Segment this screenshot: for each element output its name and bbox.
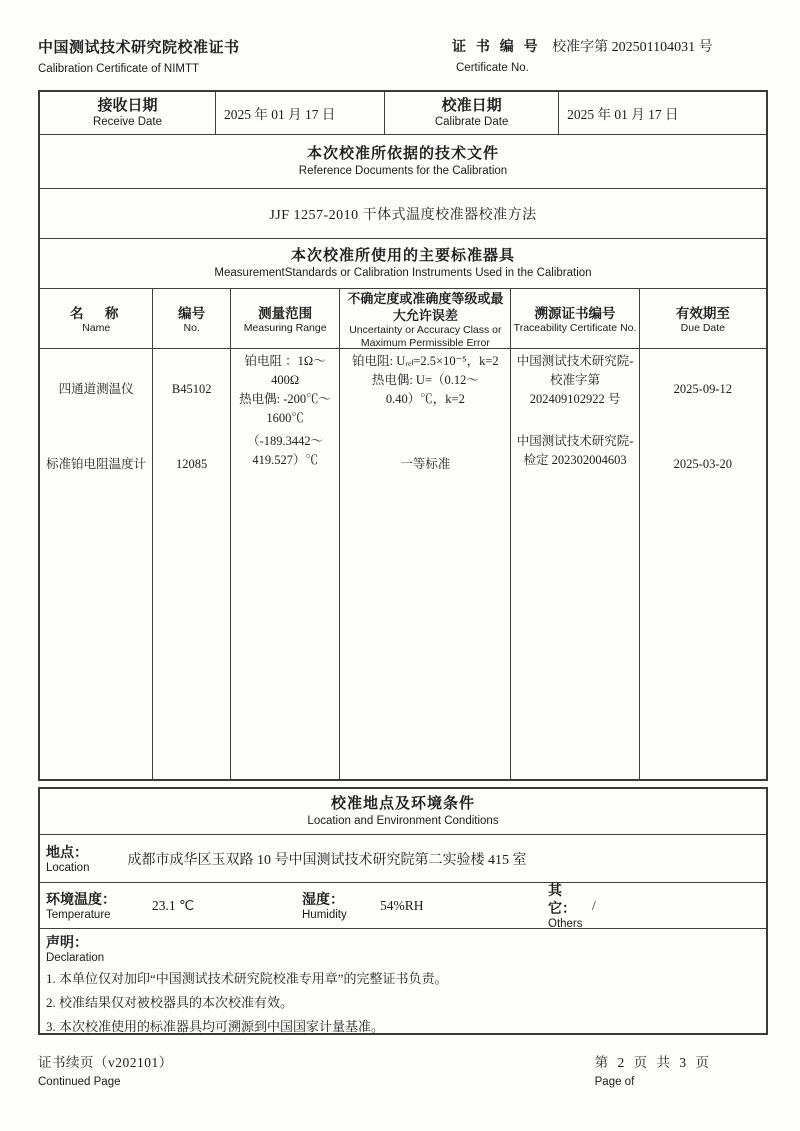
column-header-uncertainty: 不确定度或准确度等级或最大允许误差 Uncertainty or Accuracy Class or Maximum Permissible Error bbox=[340, 289, 511, 351]
location-label: 地点： Location bbox=[46, 843, 90, 874]
page-number-en: Page of bbox=[594, 1076, 635, 1088]
humidity-value: 54%RH bbox=[380, 897, 424, 913]
location-title-en: Location and Environment Conditions bbox=[307, 815, 499, 827]
environment-row bbox=[40, 883, 766, 929]
col-no bbox=[153, 349, 231, 779]
location-value: 成都市成华区玉双路 10 号中国测试技术研究院第二实验楼 415 室 bbox=[127, 852, 527, 868]
col-due-date bbox=[640, 349, 766, 779]
instrument-1-name: 四通道测温仪 bbox=[58, 381, 134, 396]
continued-page-label-cn: 证书续页（v202101） bbox=[38, 1055, 173, 1070]
calibrate-date-label-cn: 校准日期 bbox=[441, 97, 502, 114]
instrument-1-range: 铂电阻 ：1Ω～400Ω 热电偶: -200℃～1600℃ bbox=[239, 354, 332, 425]
col-uncertainty bbox=[340, 349, 511, 779]
document-footer bbox=[38, 1051, 768, 1088]
header-title-block bbox=[38, 36, 240, 75]
footer-left bbox=[38, 1051, 173, 1088]
calibrate-date-value: 2025 年 01 月 17 日 bbox=[567, 107, 679, 122]
column-header-traceability: 溯源证书编号 Traceability Certificate No. bbox=[511, 289, 639, 351]
col-range bbox=[231, 349, 340, 779]
instrument-2-traceability: 中国测试技术研究院-检定 202302004603 bbox=[516, 434, 634, 467]
footer-page-number bbox=[595, 1051, 768, 1088]
standards-table-header bbox=[40, 289, 766, 349]
instrument-1-due-date: 2025-09-12 bbox=[673, 381, 732, 396]
standards-title-cn: 本次校准所使用的主要标准器具 bbox=[290, 247, 515, 264]
page-number-cn: 第 2 页 共 3 页 bbox=[594, 1055, 712, 1070]
declaration-label: 声明： Declaration bbox=[46, 934, 105, 964]
page-title-en: Calibration Certificate of NIMTT bbox=[38, 63, 200, 75]
instrument-2-no: 12085 bbox=[176, 456, 208, 471]
declaration-items bbox=[46, 967, 758, 1039]
temperature-label: 环境温度： Temperature bbox=[46, 890, 116, 921]
certificate-number-value: 校准字第 202501104031 号 bbox=[552, 40, 713, 55]
reference-title-en: Reference Documents for the Calibration bbox=[298, 165, 508, 177]
temperature-value: 23.1 ℃ bbox=[152, 897, 195, 913]
instrument-2-uncertainty: 一等标准 bbox=[400, 456, 451, 471]
column-header-measuring-range: 测量范围 Measuring Range bbox=[231, 289, 340, 351]
others-value: / bbox=[592, 897, 596, 913]
humidity-label: 湿度： Humidity bbox=[302, 890, 347, 921]
reference-document: JJF 1257-2010 干体式温度校准器校准方法 bbox=[40, 189, 766, 239]
standards-title-en: MeasurementStandards or Calibration Instruments Used in the Calibration bbox=[214, 267, 592, 279]
receive-date-label bbox=[40, 92, 216, 134]
location-row bbox=[40, 835, 766, 883]
instrument-2-range: （-189.3442～419.527）℃ bbox=[247, 434, 324, 467]
instrument-1-uncertainty: 铂电阻: Uᵣₑₗ=2.5×10⁻⁵，k=2 热电偶: U=（0.12～0.40）℃，k=2 bbox=[352, 354, 499, 406]
column-header-no: 编号 No. bbox=[153, 289, 231, 351]
continued-page-label-en: Continued Page bbox=[38, 1076, 121, 1088]
reference-title-cn: 本次校准所依据的技术文件 bbox=[306, 145, 499, 162]
declaration-item-3: 3. 本次校准使用的标准器具均可溯源到中国国家计量基准。 bbox=[46, 1019, 385, 1034]
calibrate-date-label-en: Calibrate Date bbox=[434, 116, 509, 128]
calibrate-date-label bbox=[385, 92, 559, 134]
declaration-section bbox=[40, 929, 766, 1033]
page-title: 中国测试技术研究院校准证书 bbox=[38, 39, 240, 56]
location-section-title bbox=[40, 789, 766, 835]
standards-table-body bbox=[40, 349, 766, 779]
calibration-main-table bbox=[38, 90, 768, 781]
certificate-number-label: 证 书 编 号 bbox=[452, 38, 541, 54]
column-header-due-date: 有效期至 Due Date bbox=[675, 306, 730, 334]
certificate-number-line bbox=[452, 36, 770, 56]
receive-date-label-en: Receive Date bbox=[92, 116, 163, 128]
document-header bbox=[38, 36, 770, 82]
dates-row bbox=[40, 92, 766, 135]
certificate-number-label-en: Certificate No. bbox=[456, 62, 529, 74]
receive-date-label-cn: 接收日期 bbox=[97, 97, 158, 114]
col-traceability bbox=[511, 349, 639, 779]
instrument-1-no: B45102 bbox=[171, 381, 212, 396]
instrument-2-due-date: 2025-03-20 bbox=[673, 456, 732, 471]
instrument-2-name: 标准铂电阻温度计 bbox=[46, 456, 147, 471]
reference-section-title bbox=[40, 135, 766, 189]
column-header-name: 名 称 Name bbox=[40, 289, 153, 351]
location-environment-table bbox=[38, 787, 768, 1035]
declaration-item-2: 2. 校准结果仅对被校器具的本次校准有效。 bbox=[46, 995, 294, 1010]
declaration-item-1: 1. 本单位仅对加印“中国测试技术研究院校准专用章”的完整证书负责。 bbox=[46, 971, 448, 986]
standards-section-title bbox=[40, 239, 766, 289]
location-title-cn: 校准地点及环境条件 bbox=[330, 795, 475, 812]
others-label: 其它： Others bbox=[548, 881, 583, 930]
certificate-number-block bbox=[452, 36, 770, 74]
instrument-1-traceability: 中国测试技术研究院-校准字第 202409102922 号 bbox=[516, 354, 634, 406]
col-name bbox=[40, 349, 153, 779]
receive-date-value: 2025 年 01 月 17 日 bbox=[216, 92, 385, 134]
